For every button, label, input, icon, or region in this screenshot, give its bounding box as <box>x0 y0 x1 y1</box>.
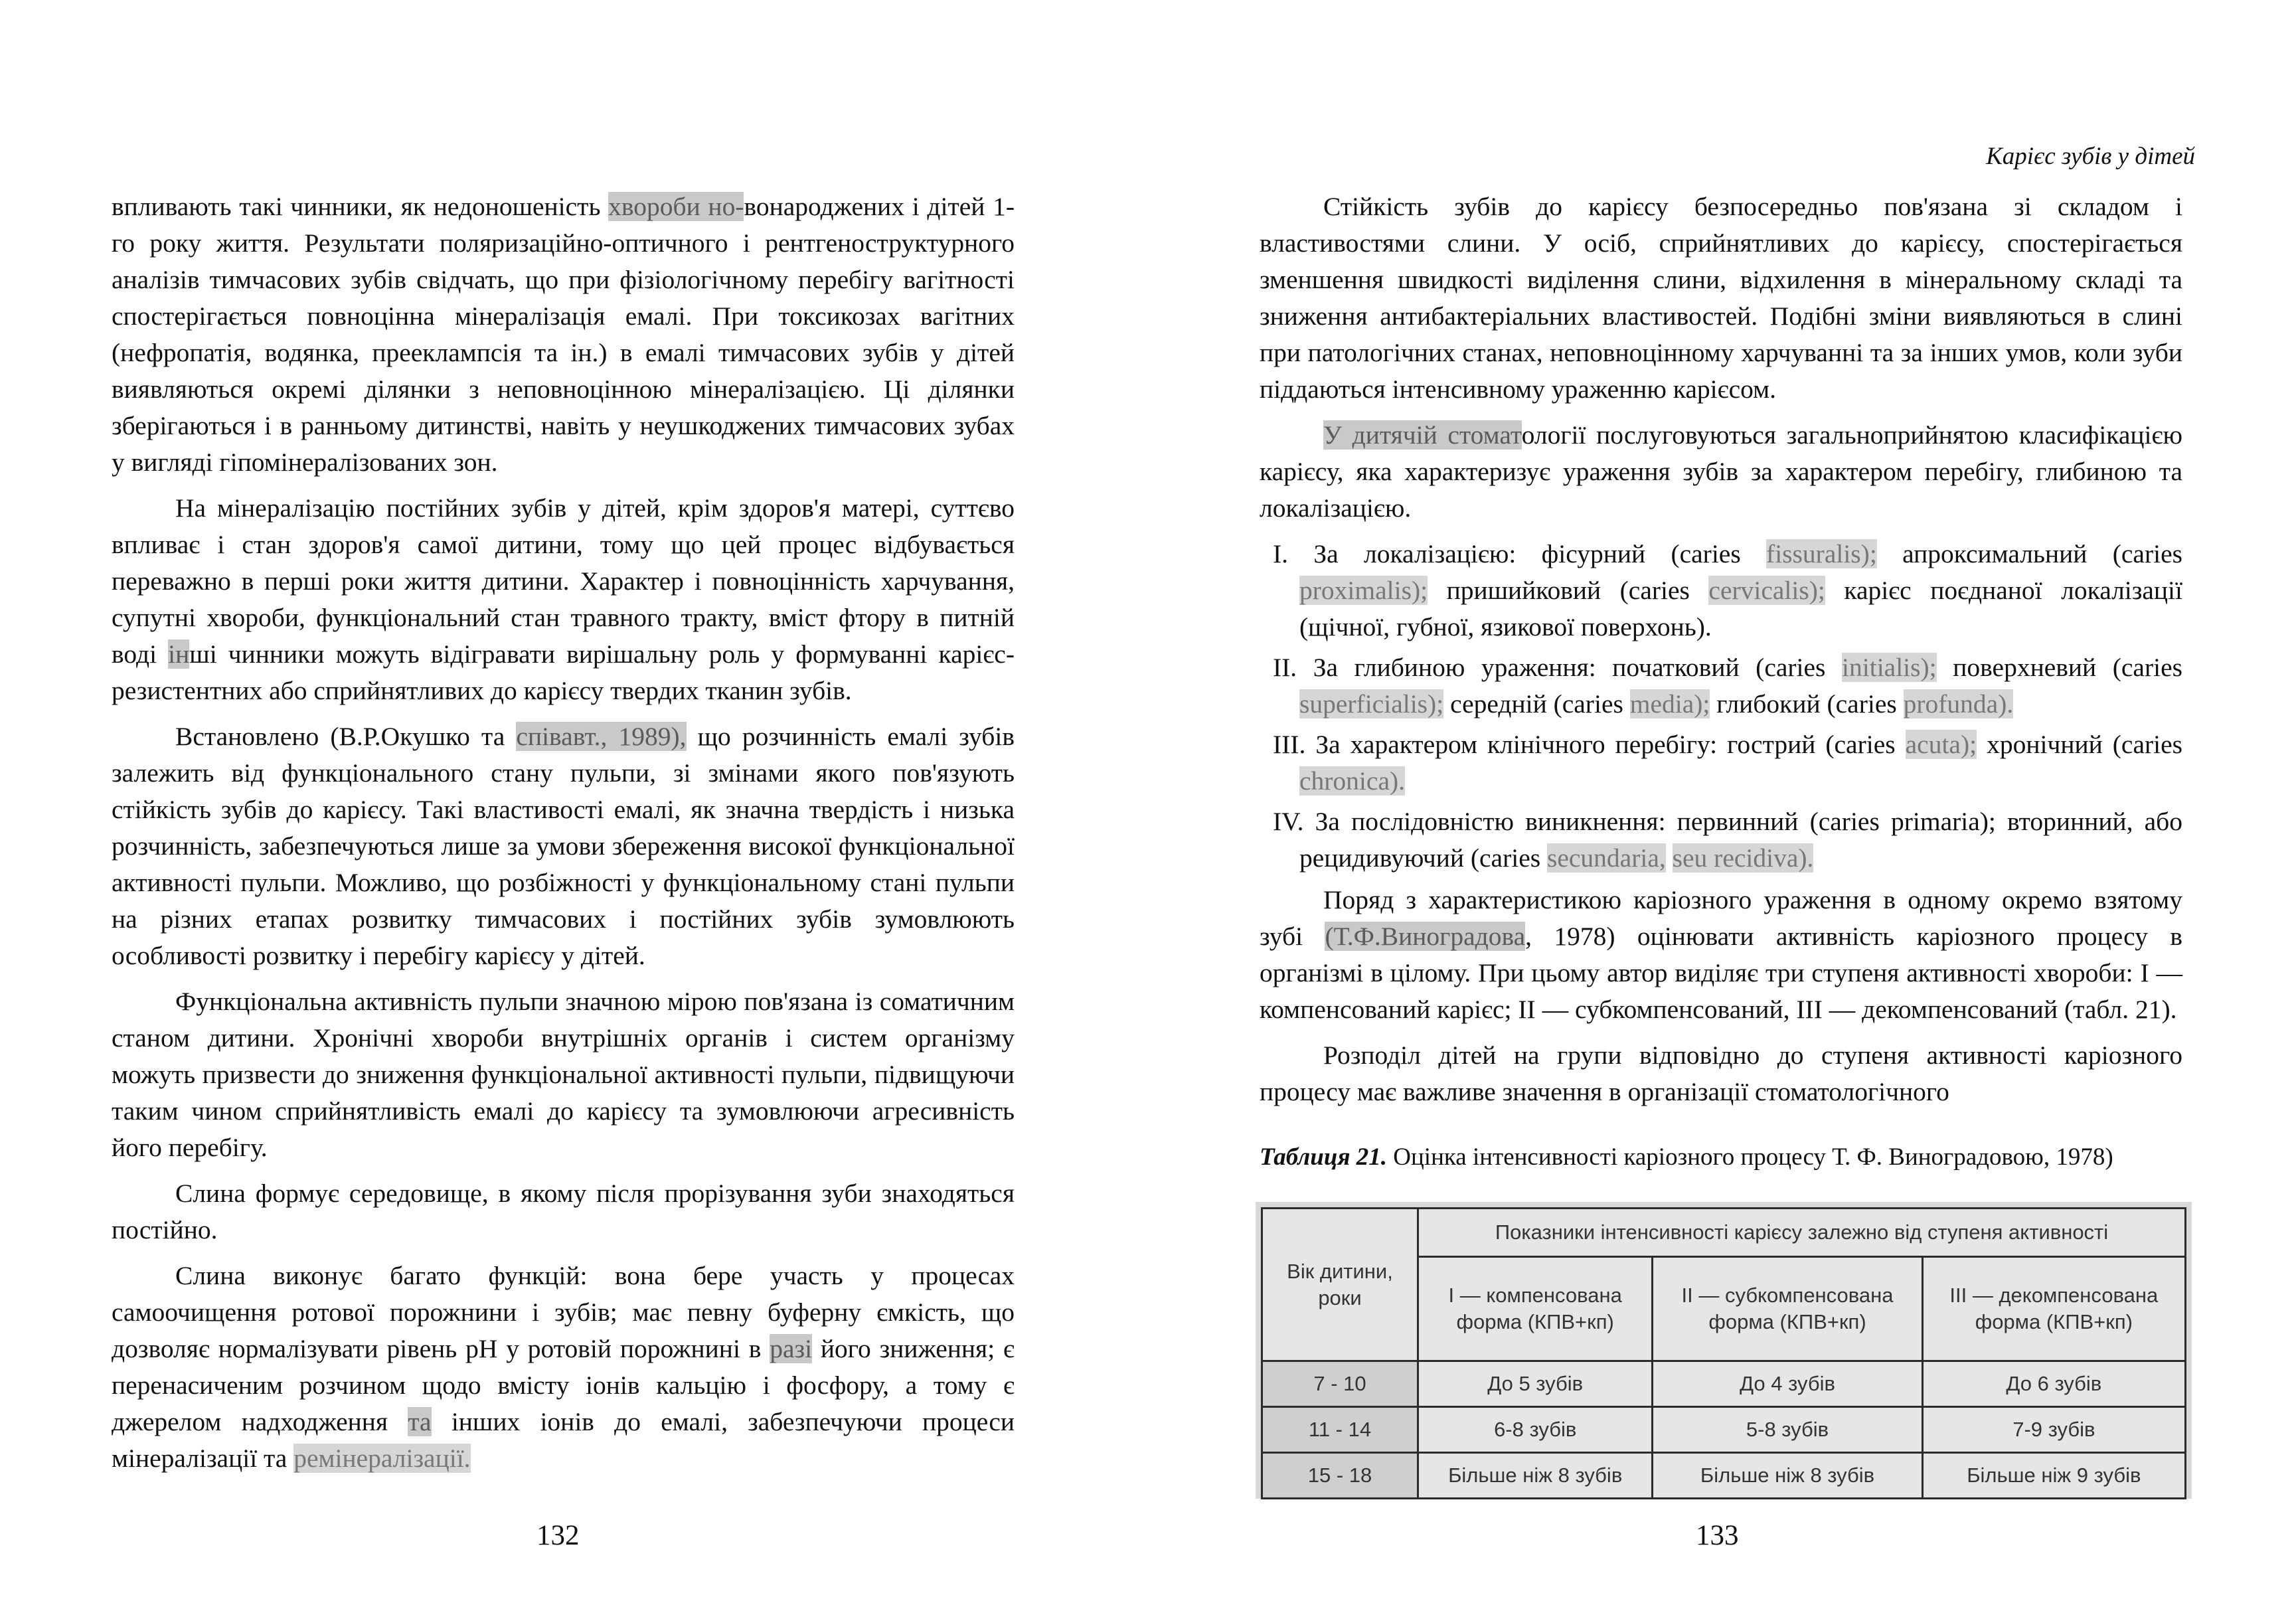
latin-term: cervicalis); <box>1708 576 1825 605</box>
page-number: 133 <box>1696 1520 1739 1551</box>
text-run: За глибиною ураження: початковий (caries <box>1313 653 1843 682</box>
table-caption-text: Оцінка інтенсивності каріозного процесу Т. Ф. Виноградовою, 1978) <box>1387 1143 2113 1171</box>
table-cell: Більше ніж 8 зубів <box>1653 1453 1922 1499</box>
latin-term: ремінералізації. <box>293 1444 471 1473</box>
text-run: глибокий (caries <box>1710 689 1904 718</box>
highlighted-text: хвороби но- <box>608 192 744 221</box>
table-caption-lead: Таблиця 21. <box>1260 1143 1388 1171</box>
text-run: середній (caries <box>1443 689 1630 718</box>
latin-term: fissuralis); <box>1766 539 1877 568</box>
table-cell: Більше ніж 9 зубів <box>1922 1453 2185 1499</box>
table-cell: До 6 зубів <box>1922 1361 2185 1407</box>
table-row <box>1262 1407 2186 1453</box>
page-number: 132 <box>536 1520 580 1551</box>
paragraph <box>1260 882 2182 1028</box>
paragraph <box>112 718 1015 974</box>
text-run: карієс поєднаної локалізації (щічної, губної, язикової поверхонь). <box>1299 576 2182 641</box>
right-page <box>1148 0 2296 1599</box>
text-run: апроксимальний (caries <box>1876 539 2182 568</box>
text-run: За характером клінічного перебігу: гострий (caries <box>1315 730 1906 759</box>
text-run: Слина виконує багато функцій: вона бере участь у процесах самоочищення ротової порожнини і зубів; має певну буферну ємкість, що дозволяє нормалізувати рівень pH у ротовій порожнині в <box>112 1261 1015 1363</box>
running-head: Карієс зубів у дітей <box>1986 143 2195 170</box>
text-run: Стійкість зубів до карієсу безпосередньо пов'язана зі складом і властивостями слини. У осіб, сприйнятливих до карієсу, спостерігається зменшення швидкості виділення слини, відхилення в мінеральному складі та зниження антибактеріальних властивостей. Подібні зміни виявляються в слині при патологічних станах, неповноцінному харчуванні та за інших умов, коли зуби піддаються інтенсивному ураженню карієсом. <box>1260 192 2182 404</box>
list-number: II. <box>1273 653 1297 682</box>
classification-item <box>1260 536 2182 645</box>
left-body-text <box>112 189 1015 1486</box>
paragraph <box>112 1258 1015 1477</box>
latin-term: acuta); <box>1905 730 1977 759</box>
list-number: І. <box>1273 539 1289 568</box>
highlighted-text: ін <box>168 639 190 669</box>
column-header: II — субкомпенсована форма (КПВ+кп) <box>1653 1257 1922 1361</box>
activity-table <box>1261 1207 2186 1499</box>
age-cell: 15 - 18 <box>1262 1453 1418 1499</box>
text-run: Функціональна активність пульпи значною мірою пов'язана із соматичним станом дитини. Хронічні хвороби внутрішніх органів і систем організму можуть призвести до зниження функціональної активності пульпи, підвищуючи таким чином сприйнятливість емалі до карієсу та зумовлюючи агресивність його перебігу. <box>112 987 1015 1162</box>
latin-term: seu recidiva). <box>1672 843 1814 873</box>
text-run: Розподіл дітей на групи відповідно до ступеня активності каріозного процесу має важливе значення в організації стоматологічного <box>1260 1041 2182 1106</box>
text-run: його зниження; є перенасиченим розчином щодо вмісту іонів кальцію і фосфору, а тому є джерелом надходження <box>112 1334 1015 1436</box>
highlighted-text: (Т.Ф.Виноградова <box>1325 922 1526 951</box>
text-run: На мінералізацію постійних зубів у дітей, крім здоров'я матері, суттєво впливає і стан здоров'я самої дитини, тому що цей процес відбувається переважно в перші роки життя дитини. Характер і повноцінність харчування, супутні хвороби, функціональний стан травного тракту, вміст фтору в питній воді <box>112 493 1015 669</box>
latin-term: secundaria, <box>1547 843 1666 873</box>
age-column-header: Вік дитини, роки <box>1262 1209 1418 1361</box>
text-run: вонароджених і дітей 1-го року життя. Результати поляризаційно-оптичного і рентгеноструктурного аналізів тимчасових зубів свідчать, що при фізіологічному перебігу вагітності спостерігається повноцінна мінералізація емалі. При токсикозах вагітних (нефропатія, водянка, прееклампсія та ін.) в емалі тимчасових зубів у дітей виявляються окремі ділянки з неповноцінною мінералізацією. Ці ділянки зберігаються і в ранньому дитинстві, навіть у неушкоджених тимчасових зубах у вигляді гіпомінералізованих зон. <box>112 192 1015 477</box>
paragraph <box>112 490 1015 709</box>
latin-term: proximalis); <box>1299 576 1428 605</box>
text-run: Поряд з характеристикою каріозного ураження в одному окремо взятому зубі <box>1260 885 2182 951</box>
table-cell: 6-8 зубів <box>1418 1407 1653 1453</box>
latin-term: initialis); <box>1842 653 1937 682</box>
text-run: За локалізацією: фісурний (caries <box>1313 539 1767 568</box>
paragraph <box>1260 189 2182 408</box>
classification-item <box>1260 726 2182 800</box>
activity-table-image <box>1256 1202 2192 1499</box>
text-run: інших іонів до емалі, забезпечуючи процеси мінералізації та <box>112 1407 1015 1473</box>
highlighted-text: У дитячій стомат <box>1323 420 1522 450</box>
latin-term: profunda). <box>1903 689 2014 718</box>
paragraph <box>112 983 1015 1166</box>
text-run: Встановлено (В.Р.Окушко та <box>175 722 517 751</box>
text-run: хронічний (caries <box>1977 730 2183 759</box>
table-caption <box>1260 1142 2182 1173</box>
list-number: IV. <box>1273 807 1304 836</box>
table-row <box>1262 1453 2186 1499</box>
text-run: впливають такі чинники, як недоношеність <box>112 192 609 221</box>
highlighted-text: разі <box>770 1334 813 1363</box>
text-run: пришийковий (caries <box>1428 576 1709 605</box>
group-header: Показники інтенсивності карієсу залежно від ступеня активності <box>1418 1209 2186 1257</box>
classification-item <box>1260 649 2182 722</box>
table-cell: До 4 зубів <box>1653 1361 1922 1407</box>
text-run: що розчинність емалі зубів залежить від функціонального стану пульпи, зі змінами якого пов'язують стійкість зубів до карієсу. Такі властивості емалі, як значна твердість і низька розчинність, забезпечуються лише за умови збереження високої функціональної активності пульпи. Можливо, що розбіжності у функціональному стані пульпи на різних етапах розвитку тимчасових і постійних зубів зумовлюють особливості розвитку і перебігу карієсу у дітей. <box>112 722 1015 970</box>
paragraph <box>1260 1037 2182 1110</box>
latin-term: media); <box>1629 689 1710 718</box>
classification-item <box>1260 803 2182 877</box>
table-cell: Більше ніж 8 зубів <box>1418 1453 1653 1499</box>
table-cell: 7-9 зубів <box>1922 1407 2185 1453</box>
column-header: I — компенсована форма (КПВ+кп) <box>1418 1257 1653 1361</box>
paragraph <box>1260 417 2182 527</box>
paragraph <box>112 189 1015 481</box>
table-cell: До 5 зубів <box>1418 1361 1653 1407</box>
table-header-row <box>1262 1209 2186 1257</box>
text-run <box>1666 843 1673 873</box>
text-run: ології послуговуються загальноприйнятою класифікацією карієсу, яка характеризує ураження зубів за характером перебігу, глибиною та локалізацією. <box>1260 420 2182 523</box>
right-body-text <box>1260 189 2182 1120</box>
table-cell: 5-8 зубів <box>1653 1407 1922 1453</box>
list-number: III. <box>1273 730 1306 759</box>
text-run: поверхневий (caries <box>1936 653 2182 682</box>
latin-term: chronica). <box>1299 766 1406 796</box>
highlighted-text: та <box>408 1407 432 1436</box>
text-run: , 1978) оцінювати активність каріозного процесу в організмі в цілому. При цьому автор виділяє три ступеня активності хвороби: I — компенсований карієс; II — субкомпенсований, III — декомпенсований (табл. 21). <box>1260 922 2182 1024</box>
text-run: ші чинники можуть відігравати вирішальну роль у формуванні карієс-резистентних або сприйнятливих до карієсу твердих тканин зубів. <box>112 639 1015 705</box>
table-row <box>1262 1361 2186 1407</box>
age-cell: 11 - 14 <box>1262 1407 1418 1453</box>
text-run: Слина формує середовище, в якому після прорізування зуби знаходяться постійно. <box>112 1179 1015 1244</box>
column-header: III — декомпенсована форма (КПВ+кп) <box>1922 1257 2185 1361</box>
paragraph <box>112 1175 1015 1248</box>
age-cell: 7 - 10 <box>1262 1361 1418 1407</box>
text-run: За послідовністю виникнення: первинний (caries primaria); вторинний, або рецидивуючий (caries <box>1299 807 2183 873</box>
latin-term: superficialis); <box>1299 689 1444 718</box>
highlighted-text: співавт., 1989), <box>516 722 687 751</box>
